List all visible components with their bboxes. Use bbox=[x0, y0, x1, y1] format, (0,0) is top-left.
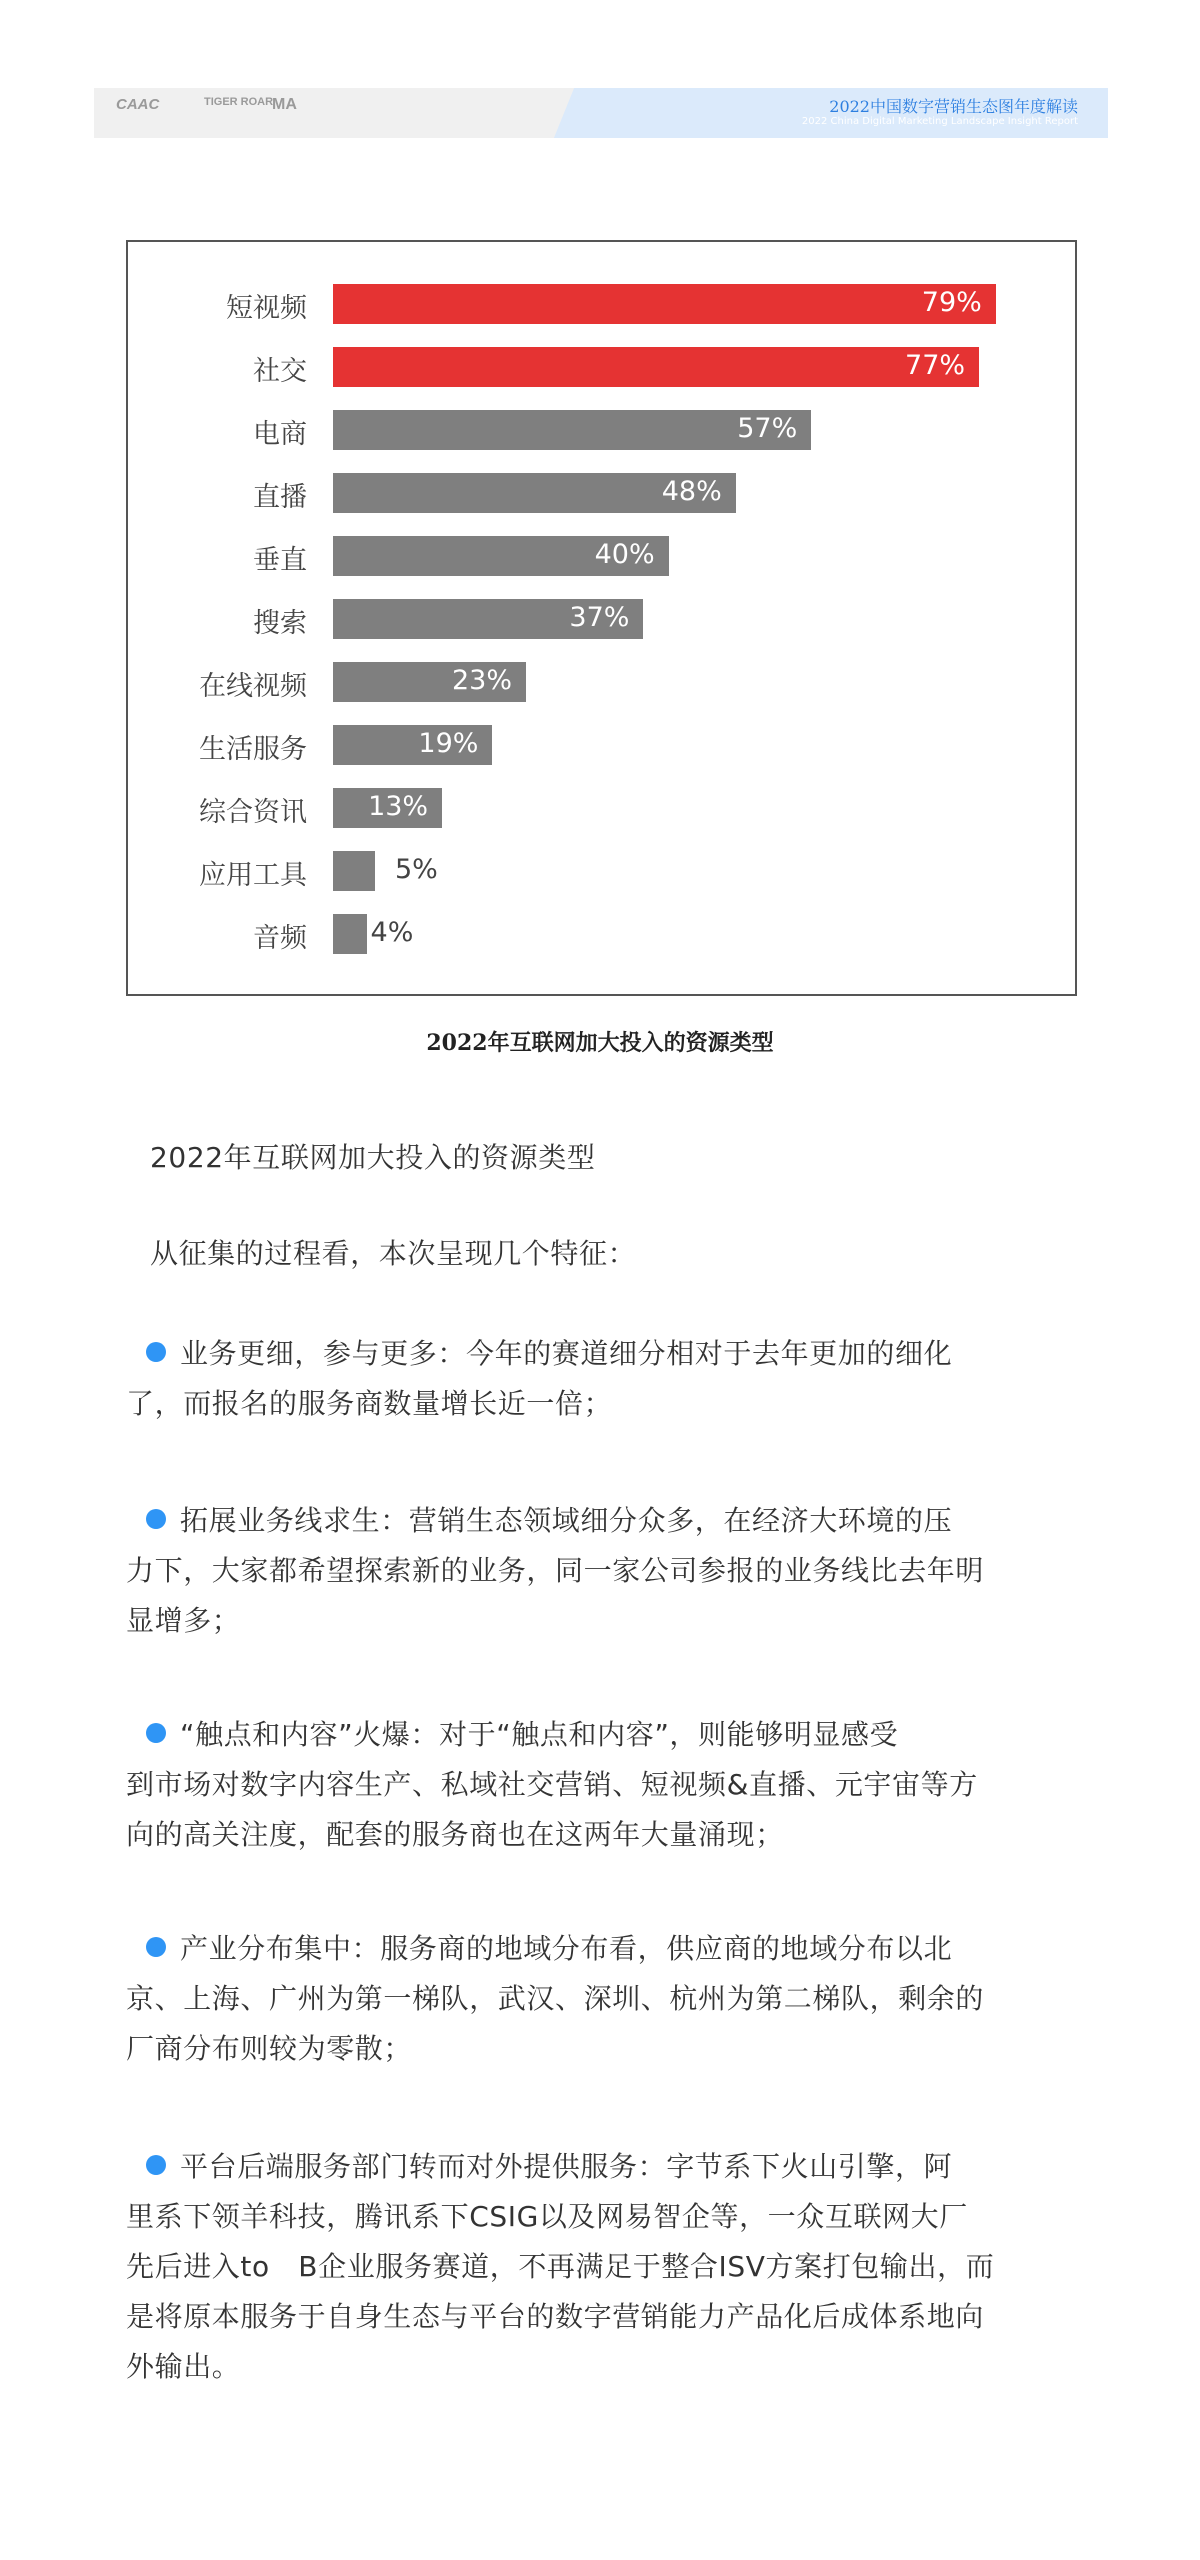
text-line bbox=[126, 1810, 1106, 1860]
text-content: 是将原本服务于自身生态与平台的数字营销能力产品化后成体系地向 bbox=[126, 2300, 985, 2333]
text-content: 产业分布集中：服务商的地域分布看，供应商的地域分布以北 bbox=[180, 1932, 953, 1965]
text-line bbox=[126, 1229, 1106, 1279]
bar bbox=[333, 347, 979, 387]
value-label: 23% bbox=[451, 665, 512, 696]
text-line bbox=[126, 2292, 1106, 2342]
bar bbox=[333, 914, 367, 954]
text-content: 里系下领羊科技，腾讯系下CSIG以及网易智企等，一众互联网大厂 bbox=[126, 2200, 968, 2233]
value-label: 5% bbox=[394, 854, 438, 885]
text-line bbox=[126, 2024, 1106, 2074]
text-content: 从征集的过程看，本次呈现几个特征： bbox=[150, 1237, 637, 1270]
text-line bbox=[126, 1133, 1106, 1183]
chart-row bbox=[128, 410, 1075, 450]
bar bbox=[333, 851, 375, 891]
text-content: 了，而报名的服务商数量增长近一倍； bbox=[126, 1387, 613, 1420]
text-line bbox=[126, 1496, 1106, 1546]
report-header-banner bbox=[94, 88, 1108, 138]
text-content: 到市场对数字内容生产、私域社交营销、短视频&直播、元宇宙等方 bbox=[126, 1768, 978, 1801]
paragraph bbox=[126, 1133, 1106, 1183]
category-label: 社交 bbox=[253, 356, 307, 387]
text-line bbox=[126, 1710, 1106, 1760]
bullet-paragraph bbox=[126, 1496, 1106, 1646]
banner-subtitle: 2022 China Digital Marketing Landscape Insight Report bbox=[801, 116, 1078, 127]
value-label: 40% bbox=[594, 539, 655, 570]
chart-row bbox=[128, 599, 1075, 639]
chart-row bbox=[128, 536, 1075, 576]
bullet-paragraph bbox=[126, 1924, 1106, 2074]
text-content: 向的高关注度，配套的服务商也在这两年大量涌现； bbox=[126, 1818, 784, 1851]
text-content: 京、上海、广州为第一梯队，武汉、深圳、杭州为第二梯队，剩余的 bbox=[126, 1982, 985, 2015]
value-label: 37% bbox=[569, 602, 630, 633]
text-content: 先后进入to B企业服务赛道，不再满足于整合ISV方案打包输出，而 bbox=[126, 2250, 995, 2283]
text-content: 2022年互联网加大投入的资源类型 bbox=[150, 1141, 596, 1174]
category-label: 综合资讯 bbox=[199, 797, 307, 828]
ma-logo: MA bbox=[272, 96, 297, 113]
value-label: 57% bbox=[737, 413, 798, 444]
bullet-dot-icon bbox=[146, 1723, 166, 1743]
value-label: 48% bbox=[661, 476, 722, 507]
text-line bbox=[126, 1379, 1106, 1429]
value-label: 79% bbox=[921, 287, 982, 318]
bullet-paragraph bbox=[126, 1329, 1106, 1429]
bar bbox=[333, 284, 996, 324]
chart-row bbox=[128, 788, 1075, 828]
text-content: 厂商分布则较为零散； bbox=[126, 2032, 413, 2065]
chart-caption: 2022年互联网加大投入的资源类型 bbox=[426, 1030, 774, 1056]
category-label: 直播 bbox=[253, 482, 307, 513]
category-label: 搜索 bbox=[253, 608, 307, 639]
banner-title: 2022中国数字营销生态图年度解读 bbox=[829, 97, 1078, 116]
category-label: 电商 bbox=[253, 419, 307, 450]
category-label: 在线视频 bbox=[199, 671, 307, 702]
value-label: 13% bbox=[368, 791, 429, 822]
bullet-dot-icon bbox=[146, 2155, 166, 2175]
chart-row bbox=[128, 662, 1075, 702]
value-label: 19% bbox=[418, 728, 479, 759]
text-line bbox=[126, 2342, 1106, 2392]
bullet-dot-icon bbox=[146, 1937, 166, 1957]
text-content: “触点和内容”火爆：对于“触点和内容”，则能够明显感受 bbox=[180, 1718, 899, 1751]
text-line bbox=[126, 2242, 1106, 2292]
text-line bbox=[126, 1760, 1106, 1810]
text-line bbox=[126, 1596, 1106, 1646]
text-line bbox=[126, 2142, 1106, 2192]
text-line bbox=[126, 1329, 1106, 1379]
bullet-paragraph bbox=[126, 2142, 1106, 2392]
category-label: 垂直 bbox=[253, 545, 307, 576]
text-content: 外输出。 bbox=[126, 2350, 241, 2383]
chart-row bbox=[128, 851, 1075, 891]
bullet-dot-icon bbox=[146, 1509, 166, 1529]
value-label: 4% bbox=[370, 917, 414, 948]
text-content: 平台后端服务部门转而对外提供服务：字节系下火山引擎，阿 bbox=[180, 2150, 953, 2183]
chart-row bbox=[128, 347, 1075, 387]
text-line bbox=[126, 1546, 1106, 1596]
text-line bbox=[126, 2192, 1106, 2242]
bar-chart bbox=[126, 240, 1077, 996]
text-line bbox=[126, 1974, 1106, 2024]
paragraph bbox=[126, 1229, 1106, 1279]
category-label: 生活服务 bbox=[199, 734, 307, 765]
caac-logo: CAAC bbox=[116, 96, 160, 113]
text-content: 业务更细，参与更多：今年的赛道细分相对于去年更加的细化 bbox=[180, 1337, 953, 1370]
bullet-paragraph bbox=[126, 1710, 1106, 1860]
bullet-dot-icon bbox=[146, 1342, 166, 1362]
category-label: 短视频 bbox=[226, 293, 307, 324]
category-label: 音频 bbox=[253, 923, 307, 954]
text-content: 显增多； bbox=[126, 1604, 241, 1637]
chart-row bbox=[128, 473, 1075, 513]
chart-row bbox=[128, 284, 1075, 324]
text-line bbox=[126, 1924, 1106, 1974]
text-content: 拓展业务线求生：营销生态领域细分众多，在经济大环境的压 bbox=[180, 1504, 953, 1537]
chart-row bbox=[128, 725, 1075, 765]
text-content: 力下，大家都希望探索新的业务，同一家公司参报的业务线比去年明 bbox=[126, 1554, 985, 1587]
value-label: 77% bbox=[905, 350, 966, 381]
tiger-roar-logo: TIGER ROAR bbox=[204, 96, 274, 108]
category-label: 应用工具 bbox=[199, 860, 307, 891]
chart-row bbox=[128, 914, 1075, 954]
